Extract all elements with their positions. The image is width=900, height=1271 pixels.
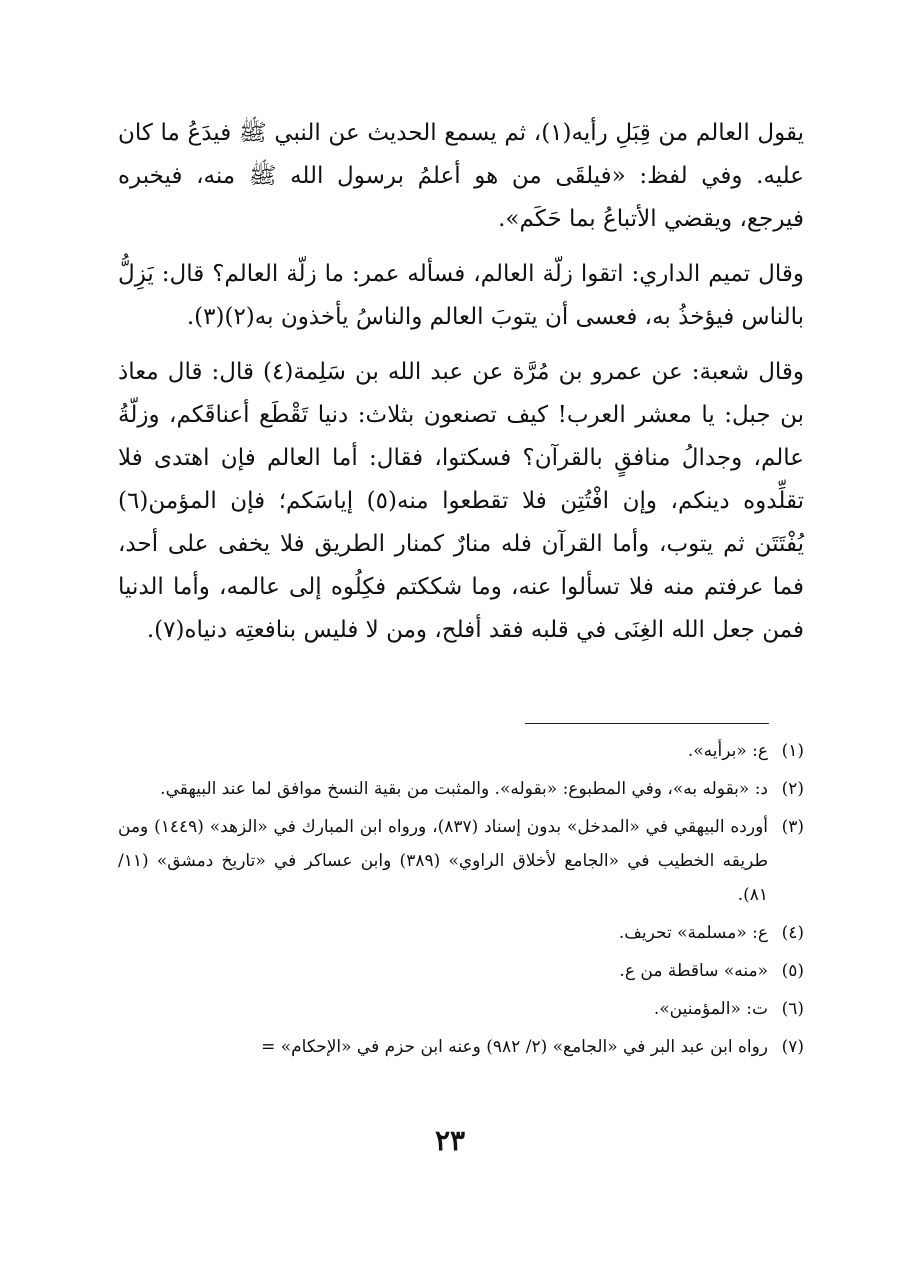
main-text: [118, 112, 804, 652]
paragraph-2: وقال تميم الداري: اتقوا زلّة العالم، فسأله عمر: ما زلّة العالم؟ قال: يَزِلُّ بالناس فيؤخذُ به، فعسى أن يتوبَ العالم والناسُ يأخذون به(٢)(٣).: [118, 261, 804, 330]
footnote-text: «منه» ساقطة من ع.: [619, 961, 768, 981]
footnote-7: [118, 1030, 804, 1064]
page-number: ٢٣: [434, 1124, 466, 1157]
footnote-number: (٤): [781, 923, 804, 943]
footnote-4: [118, 916, 804, 950]
footnote-text: ت: «المؤمنين».: [653, 999, 768, 1019]
footnote-5: [118, 954, 804, 988]
footnote-text: د: «بقوله به»، وفي المطبوع: «بقوله». والمثبت من بقية النسخ موافق لما عند البيهقي.: [160, 779, 768, 799]
footnote-1: [118, 734, 804, 768]
footnote-6: [118, 992, 804, 1026]
footnote-number: (٢): [781, 779, 804, 799]
footnote-number: (٦): [781, 999, 804, 1019]
footnote-text: أورده البيهقي في «المدخل» بدون إسناد (٨٣٧)، ورواه ابن المبارك في «الزهد» (١٤٤٩) ومن طريقه الخطيب في «الجامع لأخلاق الراوي» (٣٨٩) وابن عساكر في «تاريخ دمشق» (١١/ ٨١).: [118, 817, 769, 905]
paragraph-3: وقال شعبة: عن عمرو بن مُرَّة عن عبد الله بن سَلِمة(٤) قال: قال معاذ بن جبل: يا معشر العرب! كيف تصنعون بثلاث: دنيا تَقْطَع أعناقَكم، وزلّةُ عالم، وجدالُ منافقٍ بالقرآن؟ فسكتوا، فقال: أما العالم فإن اهتدى فلا تقلِّدوه دينكم، وإن افْتُتِن فلا تقطعوا منه(٥) إياسَكم؛ فإن المؤمن(٦) يُفْتَتَن ثم يتوب، وأما القرآن فله منارٌ كمنار الطريق فلا يخفى على أحد، فما عرفتم منه فلا تسألوا عنه، وما شككتم فكِلُوه إلى عالمه، وأما الدنيا فمن جعل الله الغِنَى في قلبه فقد أفلح، ومن لا فليس بنافعتِه دنياه(٧).: [118, 359, 805, 643]
paragraph-1: يقول العالم من قِبَلِ رأيه(١)، ثم يسمع الحديث عن النبي ﷺ فيدَعُ ما كان عليه. وفي لفظ: «فيلقَى من هو أعلمُ برسول الله ﷺ منه، فيخبره فيرجع، ويقضي الأتباعُ بما حَكَم».: [118, 120, 804, 232]
footnote-text: ع: «مسلمة» تحريف.: [618, 923, 768, 943]
footnote-text: رواه ابن عبد البر في «الجامع» (٢/ ٩٨٢) وعنه ابن حزم في «الإحكام» =: [261, 1037, 768, 1057]
footnote-text: ع: «برأيه».: [687, 741, 768, 761]
footnote-separator: [525, 723, 769, 724]
footnote-number: (٥): [781, 961, 804, 981]
footnote-3: [118, 810, 804, 912]
footnote-number: (٣): [781, 817, 804, 837]
footnote-2: [118, 772, 804, 806]
footnote-number: (٧): [781, 1037, 804, 1057]
footnote-number: (١): [781, 741, 804, 761]
footnotes-list: [118, 734, 804, 1068]
